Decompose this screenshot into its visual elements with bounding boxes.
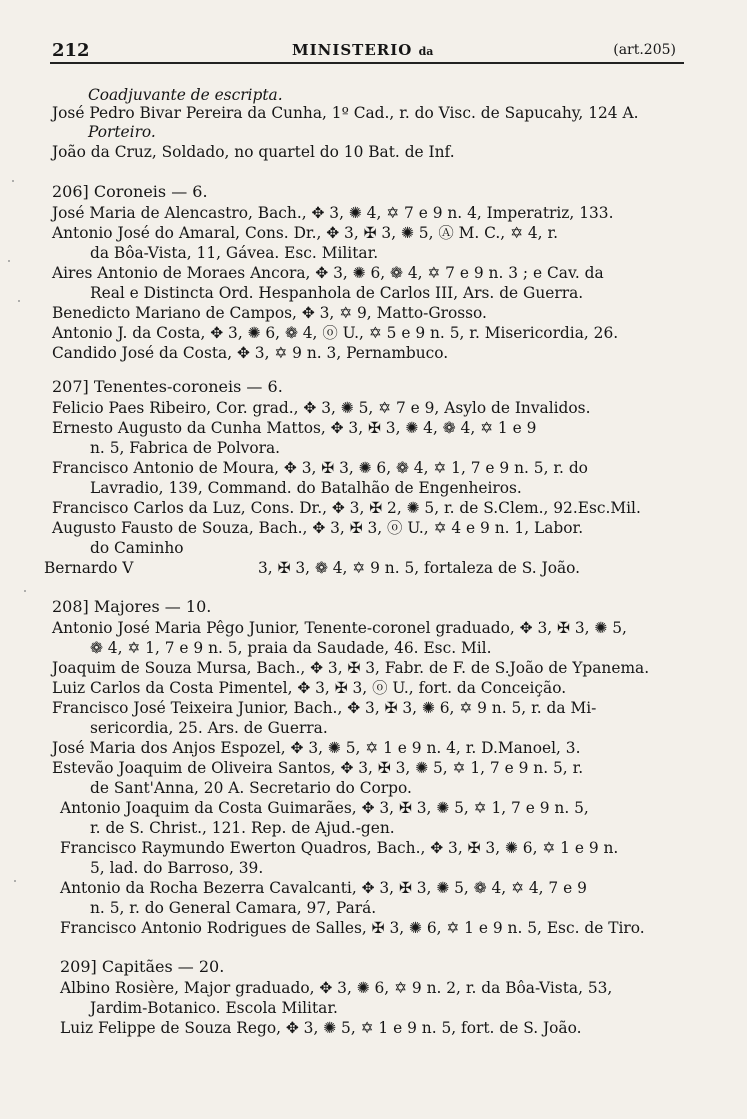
running-title-main: MINISTERIO xyxy=(292,41,413,59)
entry-line: Francisco Carlos da Luz, Cons. Dr., ✥ 3, ✠ 2, ✺ 5, r. de S.Clem., 92.Esc.Mil. xyxy=(52,499,641,517)
entry-continuation: n. 5, Fabrica de Polvora. xyxy=(90,439,281,457)
entry-line: Antonio José do Amaral, Cons. Dr., ✥ 3, ✠ 3, ✺ 5, Ⓐ M. C., ✡ 4, r. xyxy=(52,224,559,242)
page-number: 212 xyxy=(52,40,90,61)
section-heading-206: 206] Coroneis — 6. xyxy=(52,182,208,201)
entry-line: Estevão Joaquim de Oliveira Santos, ✥ 3, ✠ 3, ✺ 5, ✡ 1, 7 e 9 n. 5, r. xyxy=(52,759,584,777)
section-heading-208: 208] Majores — 10. xyxy=(52,597,212,616)
entry-continuation: Jardim-Botanico. Escola Militar. xyxy=(90,999,338,1017)
entry-line: Francisco Antonio de Moura, ✥ 3, ✠ 3, ✺ 6, ❁ 4, ✡ 1, 7 e 9 n. 5, r. do xyxy=(52,459,588,477)
entry-line: Felicio Paes Ribeiro, Cor. grad., ✥ 3, ✺ 5, ✡ 7 e 9, Asylo de Invalidos. xyxy=(52,399,591,417)
entry-line: Albino Rosière, Major graduado, ✥ 3, ✺ 6, ✡ 9 n. 2, r. da Bôa-Vista, 53, xyxy=(60,979,613,997)
entry-line: Bernardo V xyxy=(44,559,134,577)
entry-continuation: da Bôa-Vista, 11, Gávea. Esc. Militar. xyxy=(90,244,379,262)
entry-line: Luiz Carlos da Costa Pimentel, ✥ 3, ✠ 3, ⓞ U., fort. da Conceição. xyxy=(52,679,567,697)
entry-continuation: ❁ 4, ✡ 1, 7 e 9 n. 5, praia da Saudade, 46. Esc. Mil. xyxy=(90,639,492,657)
running-title xyxy=(292,41,433,59)
entry-line: Francisco Raymundo Ewerton Quadros, Bach., ✥ 3, ✠ 3, ✺ 6, ✡ 1 e 9 n. xyxy=(60,839,619,857)
margin-speck xyxy=(8,260,10,262)
entry-continuation: r. de S. Christ., 121. Rep. de Ajud.-gen. xyxy=(90,819,395,837)
running-header xyxy=(52,38,684,62)
section-heading-209: 209] Capitães — 20. xyxy=(60,957,225,976)
entry-line-remainder: 3, ✠ 3, ❁ 4, ✡ 9 n. 5, fortaleza de S. João. xyxy=(258,559,581,577)
margin-speck xyxy=(14,880,16,882)
article-reference: (art.205) xyxy=(613,42,676,58)
entry-continuation: Lavradio, 139, Command. do Batalhão de Engenheiros. xyxy=(90,479,522,497)
entry-line: José Maria de Alencastro, Bach., ✥ 3, ✺ 4, ✡ 7 e 9 n. 4, Imperatriz, 133. xyxy=(52,204,614,222)
entry-line: Antonio Joaquim da Costa Guimarães, ✥ 3, ✠ 3, ✺ 5, ✡ 1, 7 e 9 n. 5, xyxy=(60,799,589,817)
entry-line: Joaquim de Souza Mursa, Bach., ✥ 3, ✠ 3, Fabr. de F. de S.João de Ypanema. xyxy=(52,659,650,677)
margin-speck xyxy=(24,590,26,592)
entry-line: Aires Antonio de Moraes Ancora, ✥ 3, ✺ 6, ❁ 4, ✡ 7 e 9 n. 3 ; e Cav. da xyxy=(52,264,604,282)
margin-speck xyxy=(18,300,20,302)
subheading-porteiro: Porteiro. xyxy=(88,123,156,141)
entry-line: Candido José da Costa, ✥ 3, ✡ 9 n. 3, Pernambuco. xyxy=(52,344,449,362)
entry-continuation: 5, lad. do Barroso, 39. xyxy=(90,859,264,877)
entry-line: Antonio da Rocha Bezerra Cavalcanti, ✥ 3, ✠ 3, ✺ 5, ❁ 4, ✡ 4, 7 e 9 xyxy=(60,879,587,897)
entry-continuation: Real e Distincta Ord. Hespanhola de Carlos III, Ars. de Guerra. xyxy=(90,284,584,302)
entry-continuation: do Caminho xyxy=(90,539,184,557)
entry-line: Ernesto Augusto da Cunha Mattos, ✥ 3, ✠ 3, ✺ 4, ❁ 4, ✡ 1 e 9 xyxy=(52,419,537,437)
running-title-suffix: da xyxy=(418,45,434,58)
subheading-coadjuvante: Coadjuvante de escripta. xyxy=(88,86,283,104)
header-rule xyxy=(50,62,684,64)
entry-line: Antonio José Maria Pêgo Junior, Tenente-coronel graduado, ✥ 3, ✠ 3, ✺ 5, xyxy=(52,619,627,637)
entry-continuation: de Sant'Anna, 20 A. Secretario do Corpo. xyxy=(90,779,412,797)
entry-line: Luiz Felippe de Souza Rego, ✥ 3, ✺ 5, ✡ 1 e 9 n. 5, fort. de S. João. xyxy=(60,1019,582,1037)
entry-line: José Pedro Bivar Pereira da Cunha, 1º Cad., r. do Visc. de Sapucahy, 124 A. xyxy=(52,104,639,122)
entry-line: João da Cruz, Soldado, no quartel do 10 Bat. de Inf. xyxy=(52,143,455,161)
entry-line: Augusto Fausto de Souza, Bach., ✥ 3, ✠ 3, ⓞ U., ✡ 4 e 9 n. 1, Labor. xyxy=(52,519,584,537)
entry-line: Francisco José Teixeira Junior, Bach., ✥ 3, ✠ 3, ✺ 6, ✡ 9 n. 5, r. da Mi- xyxy=(52,699,597,717)
margin-speck xyxy=(12,180,14,182)
entry-continuation: n. 5, r. do General Camara, 97, Pará. xyxy=(90,899,377,917)
entry-line: Benedicto Mariano de Campos, ✥ 3, ✡ 9, Matto-Grosso. xyxy=(52,304,487,322)
entry-line: Antonio J. da Costa, ✥ 3, ✺ 6, ❁ 4, ⓞ U., ✡ 5 e 9 n. 5, r. Misericordia, 26. xyxy=(52,324,619,342)
entry-line: José Maria dos Anjos Espozel, ✥ 3, ✺ 5, ✡ 1 e 9 n. 4, r. D.Manoel, 3. xyxy=(52,739,581,757)
entry-continuation: sericordia, 25. Ars. de Guerra. xyxy=(90,719,328,737)
section-heading-207: 207] Tenentes-coroneis — 6. xyxy=(52,377,283,396)
entry-line: Francisco Antonio Rodrigues de Salles, ✠ 3, ✺ 6, ✡ 1 e 9 n. 5, Esc. de Tiro. xyxy=(60,919,645,937)
